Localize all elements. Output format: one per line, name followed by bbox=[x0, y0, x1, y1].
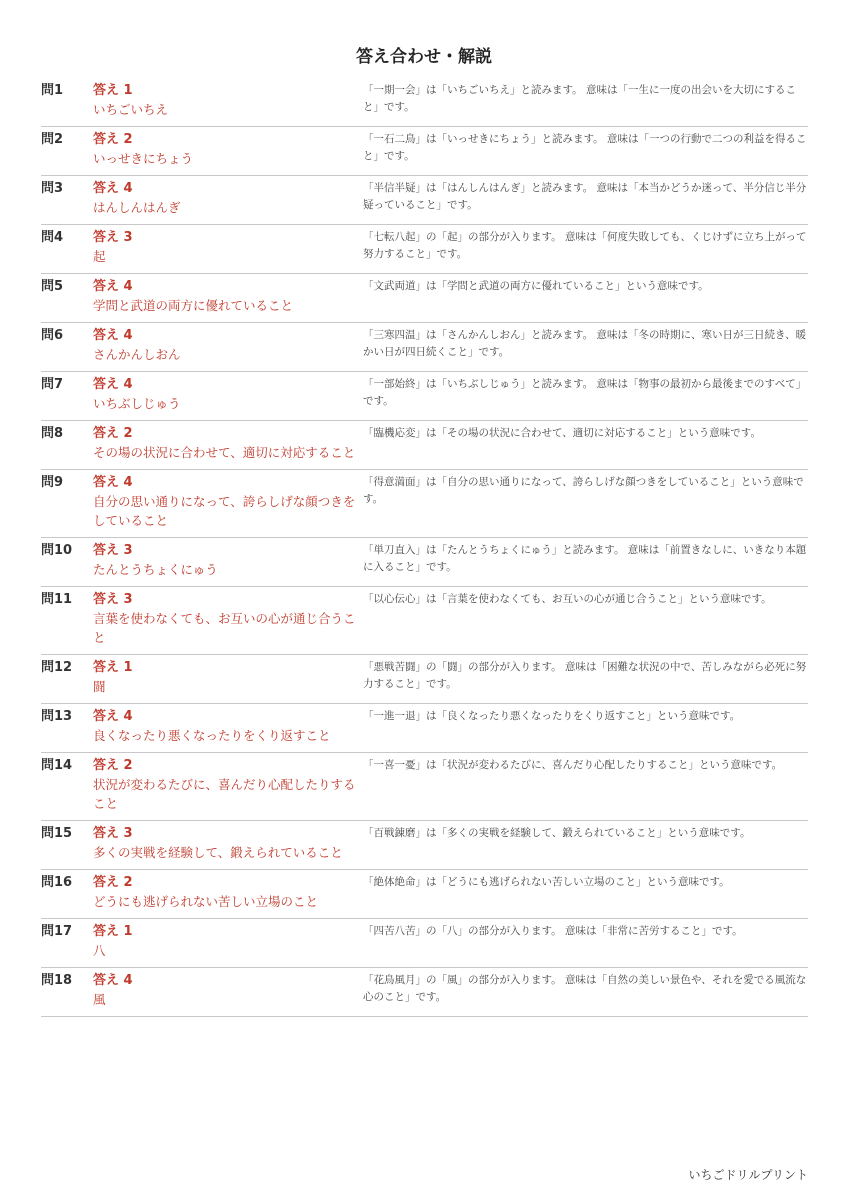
question-number: 問15 bbox=[41, 821, 93, 870]
answer-text: 風 bbox=[93, 992, 106, 1007]
explanation-text: 「得意満面」は「自分の思い通りになって、誇らしげな顔つきをしていること」という意味です。 bbox=[363, 470, 808, 538]
explanation-text: 「悪戦苦闘」の「闘」の部分が入ります。 意味は「困難な状況の中で、苦しみながら必死に努力すること」です。 bbox=[363, 655, 808, 704]
answer-choice: 答え 3 bbox=[93, 230, 133, 245]
answer-cell bbox=[93, 176, 363, 225]
answer-cell bbox=[93, 127, 363, 176]
answer-rows bbox=[41, 78, 808, 1017]
explanation-text: 「花鳥風月」の「風」の部分が入ります。 意味は「自然の美しい景色や、それを愛でる風流な心のこと」です。 bbox=[363, 968, 808, 1017]
answer-row bbox=[41, 225, 808, 274]
answer-cell bbox=[93, 225, 363, 274]
answer-choice: 答え 4 bbox=[93, 475, 133, 490]
explanation-text: 「絶体絶命」は「どうにも逃げられない苦しい立場のこと」という意味です。 bbox=[363, 870, 808, 919]
answer-cell bbox=[93, 587, 363, 655]
answer-row bbox=[41, 274, 808, 323]
answer-cell bbox=[93, 821, 363, 870]
answer-row bbox=[41, 919, 808, 968]
answer-cell bbox=[93, 704, 363, 753]
question-number: 問6 bbox=[41, 323, 93, 372]
answer-row bbox=[41, 821, 808, 870]
page-title: 答え合わせ・解説 bbox=[356, 47, 492, 67]
answer-row bbox=[41, 421, 808, 470]
explanation-text: 「一部始終」は「いちぶしじゅう」と読みます。 意味は「物事の最初から最後までのすべて」です。 bbox=[363, 372, 808, 421]
answer-cell bbox=[93, 968, 363, 1017]
answer-text: さんかんしおん bbox=[93, 347, 181, 362]
question-number: 問9 bbox=[41, 470, 93, 538]
question-number: 問13 bbox=[41, 704, 93, 753]
question-number: 問3 bbox=[41, 176, 93, 225]
answer-text: いちぶしじゅう bbox=[93, 396, 181, 411]
explanation-text: 「臨機応変」は「その場の状況に合わせて、適切に対応すること」という意味です。 bbox=[363, 421, 808, 470]
answer-text: 八 bbox=[93, 943, 106, 958]
question-number: 問18 bbox=[41, 968, 93, 1017]
answer-cell bbox=[93, 753, 363, 821]
explanation-text: 「七転八起」の「起」の部分が入ります。 意味は「何度失敗しても、くじけずに立ち上がって努力すること」です。 bbox=[363, 225, 808, 274]
answer-row bbox=[41, 538, 808, 587]
explanation-text: 「四苦八苦」の「八」の部分が入ります。 意味は「非常に苦労すること」です。 bbox=[363, 919, 808, 968]
explanation-text: 「一進一退」は「良くなったり悪くなったりをくり返すこと」という意味です。 bbox=[363, 704, 808, 753]
answer-cell bbox=[93, 421, 363, 470]
answer-cell bbox=[93, 870, 363, 919]
answer-choice: 答え 2 bbox=[93, 426, 133, 441]
question-number: 問5 bbox=[41, 274, 93, 323]
answer-choice: 答え 4 bbox=[93, 377, 133, 392]
question-number: 問12 bbox=[41, 655, 93, 704]
answer-text: いちごいちえ bbox=[93, 102, 169, 117]
answer-row bbox=[41, 704, 808, 753]
answer-text: どうにも逃げられない苦しい立場のこと bbox=[93, 894, 319, 909]
answer-row bbox=[41, 470, 808, 538]
answer-cell bbox=[93, 323, 363, 372]
answer-cell bbox=[93, 470, 363, 538]
question-number: 問10 bbox=[41, 538, 93, 587]
answer-choice: 答え 1 bbox=[93, 83, 133, 98]
explanation-text: 「単刀直入」は「たんとうちょくにゅう」と読みます。 意味は「前置きなしに、いきなり本題に入ること」です。 bbox=[363, 538, 808, 587]
answer-text: 多くの実戦を経験して、鍛えられていること bbox=[93, 845, 343, 860]
question-number: 問17 bbox=[41, 919, 93, 968]
question-number: 問7 bbox=[41, 372, 93, 421]
explanation-text: 「一期一会」は「いちごいちえ」と読みます。 意味は「一生に一度の出会いを大切にすること」です。 bbox=[363, 78, 808, 127]
answer-text: はんしんはんぎ bbox=[93, 200, 181, 215]
answer-choice: 答え 1 bbox=[93, 924, 133, 939]
answer-text: その場の状況に合わせて、適切に対応すること bbox=[93, 445, 356, 460]
answer-row bbox=[41, 968, 808, 1017]
answer-choice: 答え 2 bbox=[93, 758, 133, 773]
answer-row bbox=[41, 323, 808, 372]
answer-row bbox=[41, 753, 808, 821]
answer-row bbox=[41, 655, 808, 704]
explanation-text: 「百戦錬磨」は「多くの実戦を経験して、鍛えられていること」という意味です。 bbox=[363, 821, 808, 870]
explanation-text: 「文武両道」は「学問と武道の両方に優れていること」という意味です。 bbox=[363, 274, 808, 323]
answer-cell bbox=[93, 919, 363, 968]
answer-text: 自分の思い通りになって、誇らしげな顔つきをしていること bbox=[93, 494, 356, 528]
explanation-text: 「三寒四温」は「さんかんしおん」と読みます。 意味は「冬の時期に、寒い日が三日続き、暖かい日が四日続くこと」です。 bbox=[363, 323, 808, 372]
answer-choice: 答え 3 bbox=[93, 592, 133, 607]
answer-cell bbox=[93, 655, 363, 704]
answer-cell bbox=[93, 372, 363, 421]
answer-choice: 答え 4 bbox=[93, 973, 133, 988]
explanation-text: 「半信半疑」は「はんしんはんぎ」と読みます。 意味は「本当かどうか迷って、半分信じ半分疑っていること」です。 bbox=[363, 176, 808, 225]
answer-table bbox=[41, 78, 808, 1017]
answer-text: 良くなったり悪くなったりをくり返すこと bbox=[93, 728, 331, 743]
question-number: 問1 bbox=[41, 78, 93, 127]
question-number: 問11 bbox=[41, 587, 93, 655]
question-number: 問4 bbox=[41, 225, 93, 274]
answer-choice: 答え 4 bbox=[93, 279, 133, 294]
answer-choice: 答え 3 bbox=[93, 826, 133, 841]
answer-choice: 答え 1 bbox=[93, 660, 133, 675]
answer-text: いっせきにちょう bbox=[93, 151, 194, 166]
answer-choice: 答え 2 bbox=[93, 875, 133, 890]
answer-choice: 答え 4 bbox=[93, 328, 133, 343]
answer-row bbox=[41, 372, 808, 421]
answer-choice: 答え 2 bbox=[93, 132, 133, 147]
answer-choice: 答え 3 bbox=[93, 543, 133, 558]
answer-text: 学問と武道の両方に優れていること bbox=[93, 298, 294, 313]
question-number: 問8 bbox=[41, 421, 93, 470]
answer-cell bbox=[93, 78, 363, 127]
explanation-text: 「以心伝心」は「言葉を使わなくても、お互いの心が通じ合うこと」という意味です。 bbox=[363, 587, 808, 655]
answer-text: 状況が変わるたびに、喜んだり心配したりすること bbox=[93, 777, 356, 811]
answer-text: たんとうちょくにゅう bbox=[93, 562, 218, 577]
explanation-text: 「一喜一憂」は「状況が変わるたびに、喜んだり心配したりすること」という意味です。 bbox=[363, 753, 808, 821]
answer-choice: 答え 4 bbox=[93, 181, 133, 196]
answer-choice: 答え 4 bbox=[93, 709, 133, 724]
answer-row bbox=[41, 127, 808, 176]
question-number: 問14 bbox=[41, 753, 93, 821]
answer-text: 言葉を使わなくても、お互いの心が通じ合うこと bbox=[93, 611, 356, 645]
question-number: 問16 bbox=[41, 870, 93, 919]
answer-row bbox=[41, 587, 808, 655]
answer-text: 闘 bbox=[93, 679, 106, 694]
answer-row bbox=[41, 78, 808, 127]
answer-cell bbox=[93, 538, 363, 587]
footer-brand: いちごドリルプリント bbox=[688, 1168, 808, 1182]
explanation-text: 「一石二鳥」は「いっせきにちょう」と読みます。 意味は「一つの行動で二つの利益を得ること」です。 bbox=[363, 127, 808, 176]
answer-row bbox=[41, 870, 808, 919]
answer-row bbox=[41, 176, 808, 225]
question-number: 問2 bbox=[41, 127, 93, 176]
answer-cell bbox=[93, 274, 363, 323]
answer-text: 起 bbox=[93, 249, 106, 264]
